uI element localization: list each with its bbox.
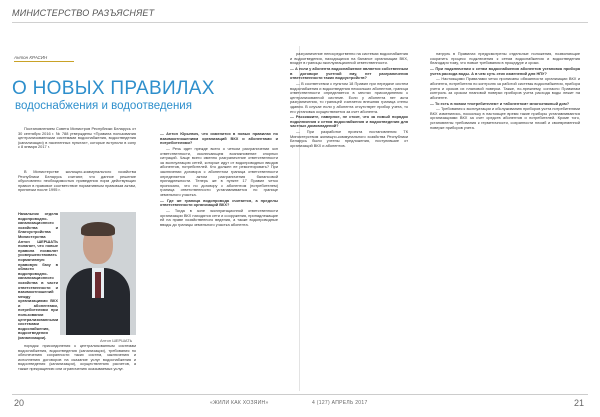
answer-5: — Настоящими Правилами четко прописаны обязанности организации ВКХ и абонента, потребителя по контролю за работой системы водоснабжения, прибора учета и сроков их плановой поверки. Также, по-прежнему, согласно Правилам контроль за сроком плановой поверки приборов учета расхода воды лежит на абоненте. [430, 76, 580, 100]
answer-3: — В соответствии с пунктом 18 Правил при передаче систем водоснабжения и водоотведения нескольких абонентов, граница ответственности определяется в местах присоединения к централизованной системе. Если у абонента нет акта разграничения, то границей считается внешняя граница стены здания. В случае если у абонента отсутствует прибор учета, то его установка осуществляется за счет абонента. [290, 80, 408, 114]
intro-text: Постановлением Совета Министров Республики Беларусь от 30 сентября 2016 г. № 788 утверждены «Правила пользования централизованными системами водоснабжения, водоотведения (канализации) в населенных пунктах», которые вступили в силу с 8 января 2017 г. [18, 127, 136, 150]
column-3-text: разграничение непосредственно на системах водоснабжения и водоотведения, находящихся на балансе организации ВКХ, входят в границы эксплуатационной ответственности. [290, 52, 408, 66]
section-header: МИНИСТЕРСТВО РАЗЪЯСНЯЕТ [12, 8, 155, 18]
column-4 [430, 52, 580, 389]
question-1: — Антон Юрьевич, что изменится в новых правилах по взаимоотношениям организаций ВКХ и абонентами и потребителями? [160, 132, 278, 146]
question-5: — При подключении к сетям водоснабжения абонентов установка прибора учета расхода воды. А в чем суть этих изменений для НПУ? [430, 65, 580, 76]
answer-2: — Тогда в зоне эксплуатационной ответственности организации ВКХ находятся сети и сооружения, принадлежащие ей на праве хозяйственного ведения, а также водопроводные вводы до границы земельного участка абонента. [160, 208, 278, 227]
lead-column [18, 212, 58, 340]
header-rule [12, 22, 588, 23]
answer-1: — Речь идет прежде всего о четком разграничении зон ответственности, исключающем возникновение спорных ситуаций. Чаще всего именно разграничение ответственности за эксплуатацию сетей, которые идут от водопроводных вводов абонентов, потребителей. Кто должен ее ремонтировать? При заключении договора с абонентом граница ответственности определяется актом разграничения балансовой принадлежности. Теперь же в пункте 17 Правил четко прописано, что по договору с абонентом (потребителем) граница ответственности устанавливается по границе земельного участка. [160, 145, 278, 197]
question-4: — Расскажите, наверное, не стоит, что за новый порядок подключения к сетям водоснабжения и водоотведения для частных домовладений? [290, 114, 408, 129]
question-3: — А если у абонента водоснабжение является собственным в договоре учетной ему, нет разграничения ответственности таких водоустройств? [290, 65, 408, 81]
question-2: — Где же граница водопровода считается, а пределы ответственности организаций ВКХ? [160, 197, 278, 208]
photo-caption: Антон ШЕРШАТЬ [100, 338, 133, 343]
intro-paragraph-1 [18, 127, 136, 165]
issue-info: 4 (127) АПРЕЛЬ 2017 [312, 400, 368, 406]
author-accent-bar [14, 61, 74, 62]
footer-rule [12, 394, 588, 395]
portrait-photo [60, 212, 136, 335]
column-2 [160, 132, 278, 388]
answer-6: — Требования к эксплуатации и обслуживанию приборов учета потребителями ВКХ изменились, поскольку в настоящее время такие приборы устанавливаются организациями ВКХ за счет средств абонентов и потребителей. Кроме того, установлены требования к герметичности, сохранности пломб и своевременной поверке приборов учета. [430, 106, 580, 130]
lead-text: Начальник отдела водопроводно-канализационного хозяйства и благоустройства Министерства Антон ШЕРШАТЬ полагает, что новые правила позволят усовершенствовать нормативную правовую базу в области водопроводно-канализационного хозяйства в части ответственности и взаимоотношений между организациями ВКХ и абонентами, потребителями при пользовании централизованными системами водоснабжения, водоотведения (канализации). [18, 212, 58, 340]
right-page-number: 21 [574, 398, 585, 408]
lead-continuation [18, 344, 136, 389]
article-subtitle: водоснабжения и водоотведения [15, 100, 192, 112]
intro-text-2: В Министерстве жилищно-коммунального хозяйства Республики Беларусь считают, что данное решение обусловлено необходимостью приведения норм действующих правил в правовое соответствие нормативным правовым актам, принятым после 1995 г. [18, 170, 136, 193]
article-title: О НОВЫХ ПРАВИЛАХ [12, 78, 215, 99]
lead-text-2: порядок присоединения к централизованным системам водоснабжения, водоотведения (канализации), требования по обеспечению сохранности таких систем, заключению и исполнению договоров на оказание услуг водоснабжения и водоотведения (канализации), осуществлению расчетов, а также прекращению или ограничению оказываемых услуг. [18, 344, 136, 371]
author-name: Антон КРАСИН [14, 55, 48, 60]
magazine-name: «ЖИЛИ КАК ХОЗЯИН» [210, 400, 269, 406]
left-page-number: 20 [14, 398, 25, 408]
column-3 [290, 52, 408, 389]
column-4-text: патруль в Правилах предусмотрены отдельные положения, позволяющие сократить процесс подключения к сетям водоснабжения и водоотведения благодаря тому, что новые требования в процедуре и сроки. [430, 52, 580, 66]
intro-paragraph-2 [18, 170, 136, 210]
answer-4: — При разработке проекта постановления ТК Министерством жилищно-коммунального хозяйства Республики Беларусь были учтены предложения, поступившие от организаций ВКХ и абонентов. [290, 129, 408, 149]
question-6: — То есть в новом «потребителем» и «абонентом» многоэтажный дом? [430, 100, 570, 106]
